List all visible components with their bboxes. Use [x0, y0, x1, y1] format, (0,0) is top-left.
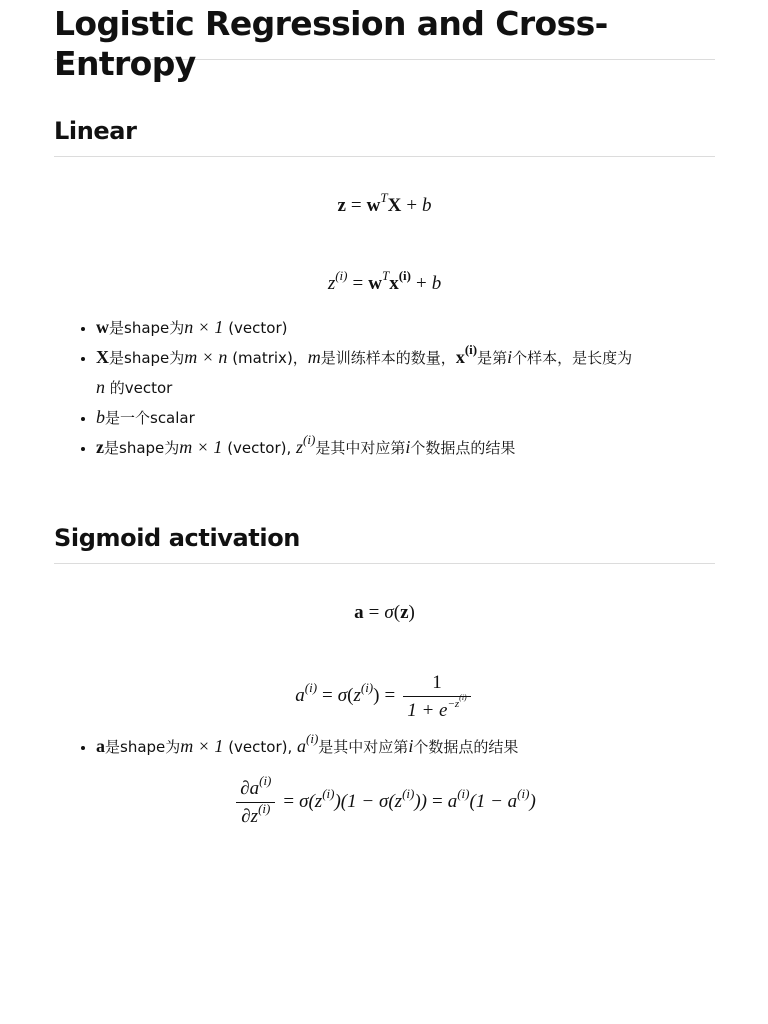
list-item: • X是shape为m × n (matrix)，m是训练样本的数量，$x^{(i)}$是第i个样本，是长度为 n 的vector: [96, 343, 715, 403]
linear-definitions-list: [54, 313, 715, 463]
list-item: • a是shape为m × 1 (vector), $a^{(i)}$是其中对应第i个数据点的结果: [96, 732, 715, 762]
equation-linear-sample: $z^{(i)} = w^Tx^{(i)} + b$: [327, 267, 442, 294]
section-heading-sigmoid: Sigmoid activation: [54, 523, 715, 564]
sigmoid-definitions-list: [54, 732, 715, 762]
list-item: • z是shape为m × 1 (vector), $z^{(i)}$是其中对应第i个数据点的结果: [96, 433, 715, 463]
equation-linear-vector: $z = w^TX + b$: [337, 189, 432, 216]
equation-sigmoid-derivative: $\frac{\partial a^{(i)}}{\partial z^{(i)}}$ = $\sigma(z^{(i)})(1 - \sigma(z^{(i)})) = a^{(i)}(1 - a^{(i)})$: [54, 778, 715, 828]
section-heading-linear: Linear: [54, 116, 715, 157]
document-page: [54, 0, 715, 828]
list-item: • b是一个scalar: [96, 403, 715, 433]
equation-sigmoid-sample: $a^{(i)} = \sigma(z^{(i)})$ = $\frac{1}{1 + e^{-z^{(i)}}}$: [54, 672, 715, 722]
equation-sigmoid-vector: a = σ(z): [354, 602, 415, 623]
page-title: Logistic Regression and Cross-Entropy: [54, 0, 715, 60]
list-item: • w是shape为n × 1 (vector): [96, 313, 715, 343]
